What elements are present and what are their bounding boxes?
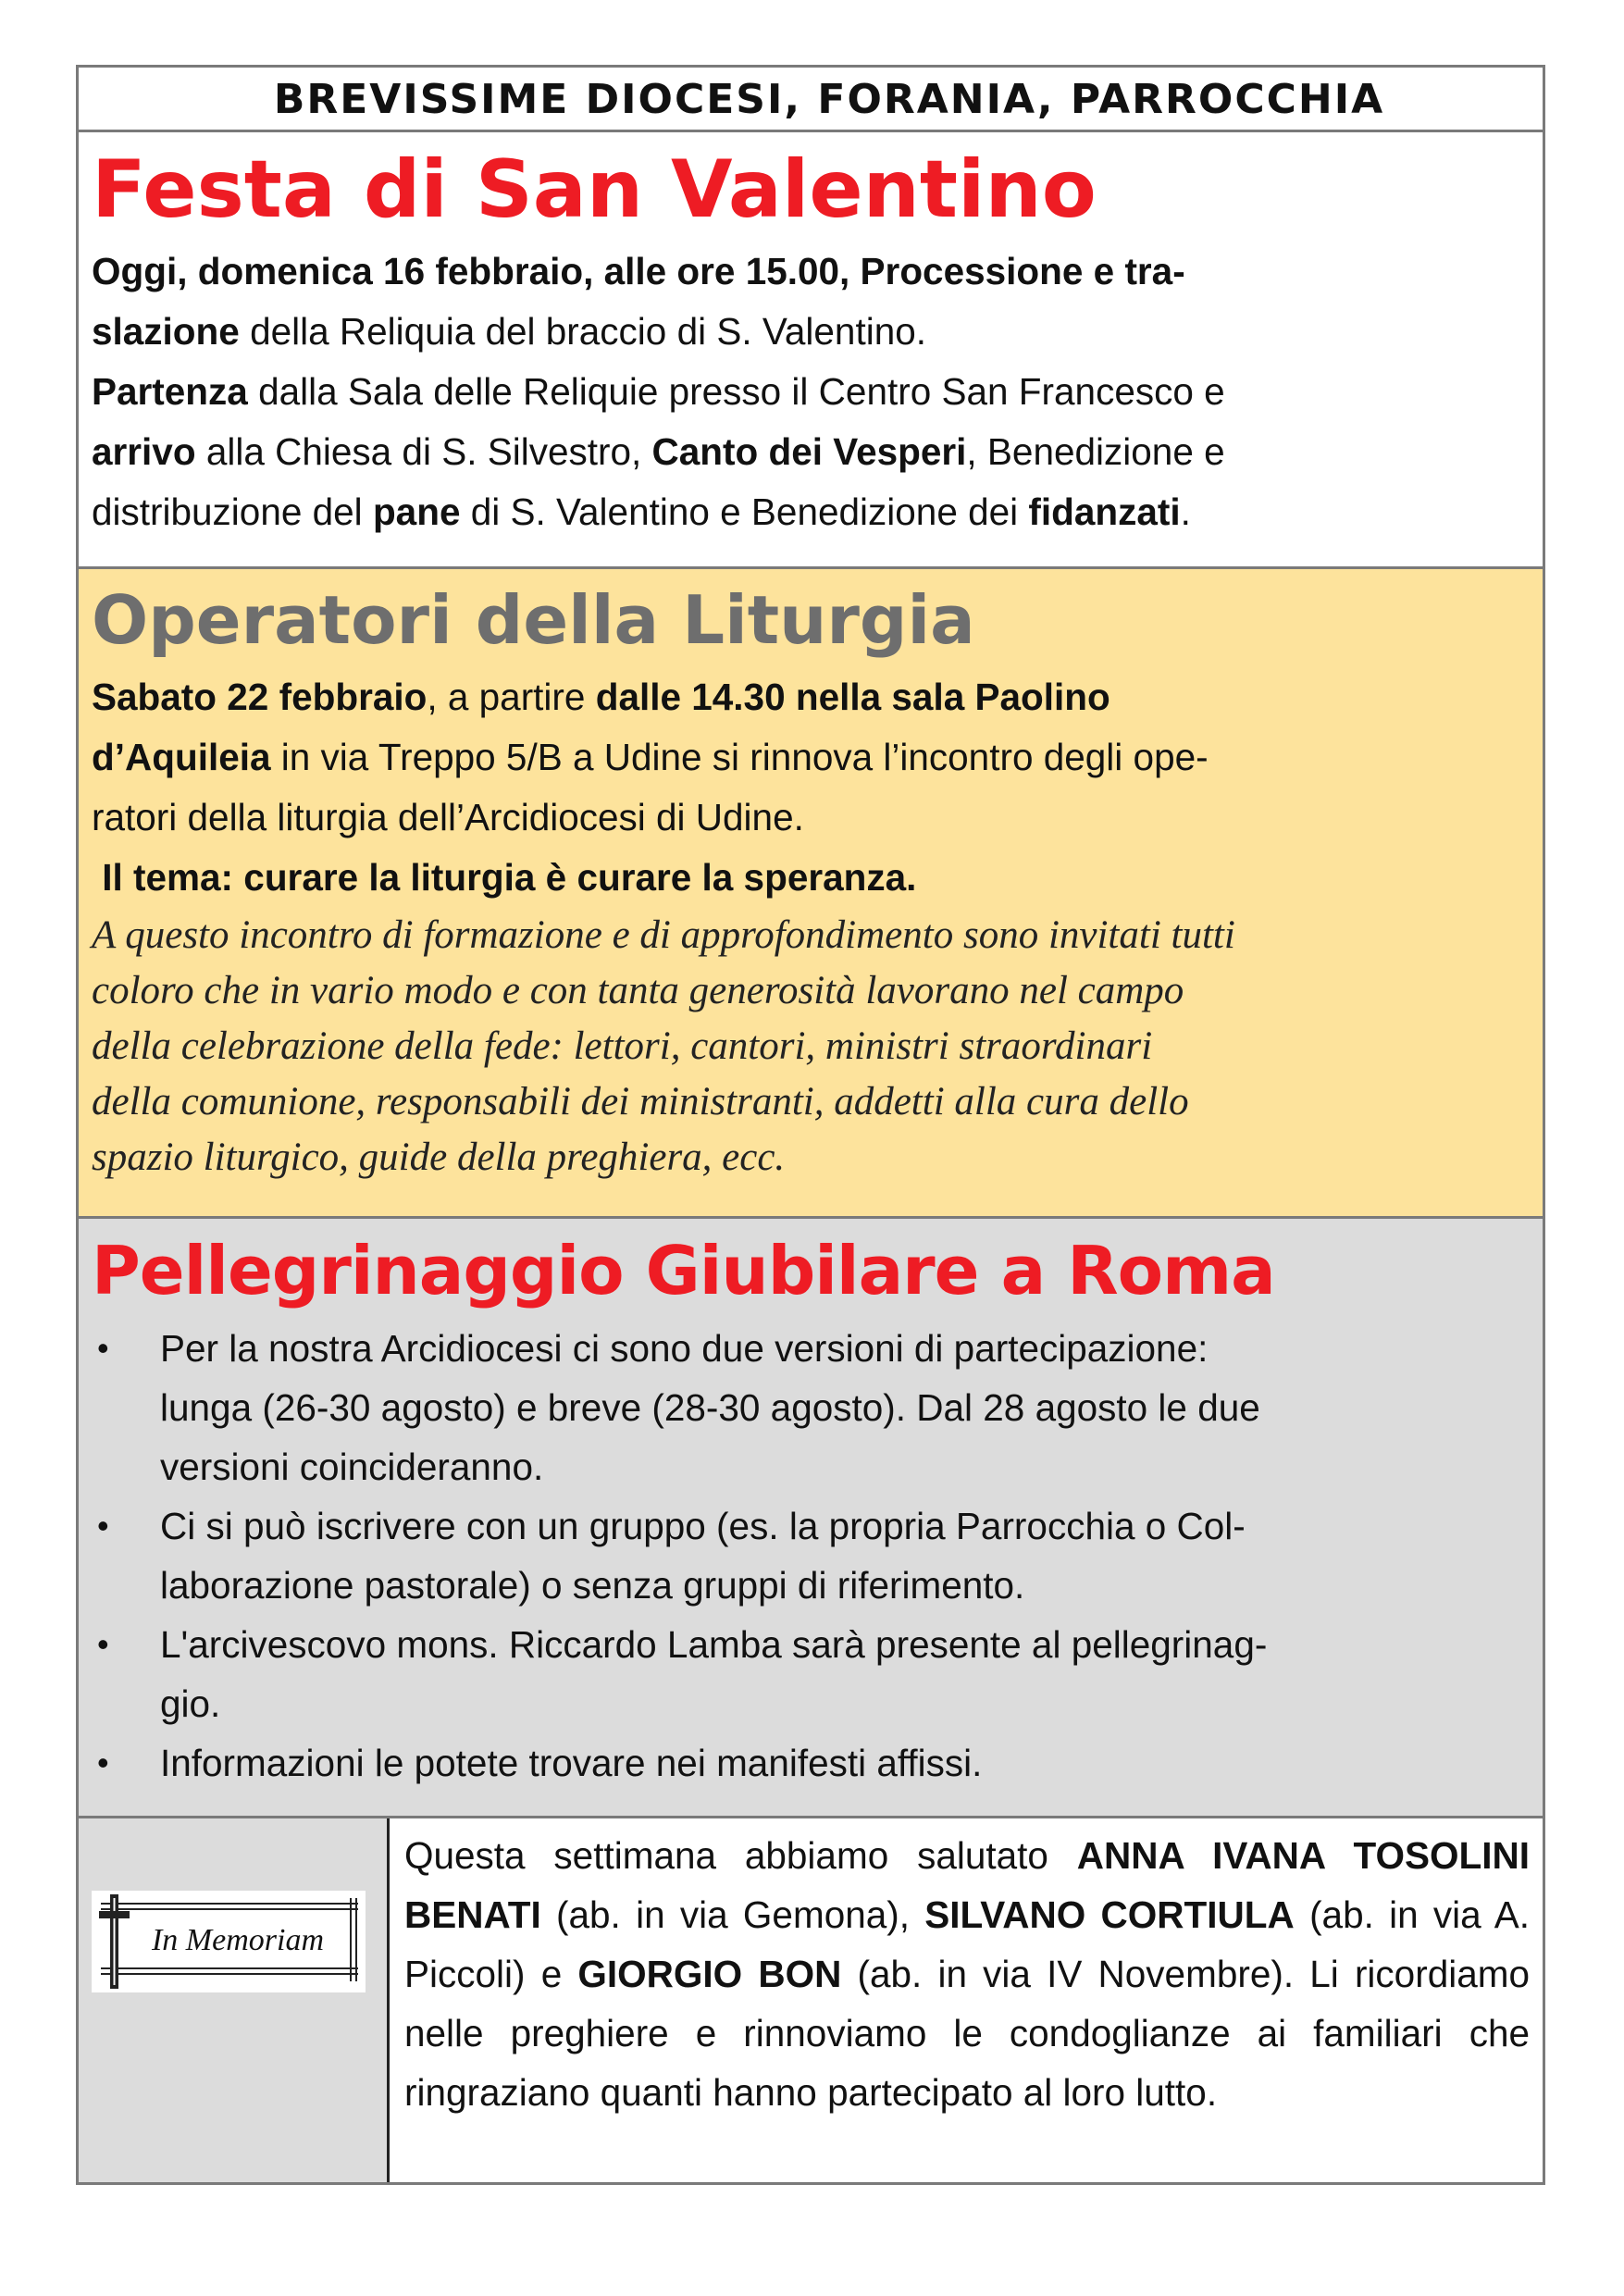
- line: Informazioni le potete trovare nei manifesti affissi.: [160, 1742, 983, 1784]
- section-liturgia: [79, 569, 1543, 1219]
- pellegrinaggio-title: Pellegrinaggio Giubilare a Roma: [92, 1232, 1275, 1309]
- list-item: [92, 1615, 1530, 1733]
- bold-text: pane: [372, 490, 461, 533]
- list-item: [92, 1733, 1530, 1793]
- line: gio.: [160, 1682, 221, 1725]
- bold-text: Il tema: curare la liturgia è curare la speranza.: [92, 856, 917, 899]
- bold-text: fidanzati: [1028, 490, 1181, 533]
- text: distribuzione del: [92, 490, 373, 533]
- text: in via Treppo 5/B a Udine si rinnova l’incontro degli ope-: [270, 736, 1209, 778]
- san-valentino-paragraph-2: [92, 362, 1530, 542]
- bold-text: d’Aquileia: [92, 736, 271, 778]
- liturgia-paragraph: [92, 667, 1530, 848]
- bold-text: SILVANO CORTIULA: [924, 1893, 1295, 1936]
- bold-text: arrivo: [92, 430, 196, 473]
- text: di S. Valentino e Benedizione dei: [460, 490, 1029, 533]
- text: alla Chiesa di S. Silvestro,: [195, 430, 652, 473]
- bold-text: Canto dei Vesperi: [651, 430, 967, 473]
- text: (ab. in via Gemona),: [540, 1893, 925, 1936]
- section-san-valentino: [79, 132, 1543, 569]
- logo-text: In Memoriam: [151, 1923, 325, 1957]
- liturgia-tema: [92, 848, 1530, 908]
- italic-line: della comunione, responsabili dei ministranti, addetti alla cura dello: [92, 1080, 1189, 1123]
- san-valentino-paragraph-1: [92, 242, 1530, 362]
- list-item: [92, 1496, 1530, 1615]
- italic-line: A questo incontro di formazione e di approfondimento sono invitati tutti: [92, 913, 1235, 957]
- text: della Reliquia del braccio di S. Valentino.: [239, 310, 927, 353]
- text: (ab. in via A. Piccoli) e: [404, 1893, 1531, 1995]
- memoriam-logo-cell: [79, 1818, 390, 2182]
- section-pellegrinaggio: [79, 1219, 1543, 1818]
- section-header: BREVISSIME DIOCESI, FORANIA, PARROCCHIA: [79, 68, 1543, 132]
- bold-text: ANNA IVANA TOSOLINI BENATI: [404, 1834, 1530, 1936]
- text: dalla Sala delle Reliquie presso il Centro San Francesco e: [247, 370, 1225, 413]
- text: Questa settimana abbiamo salutato: [404, 1834, 1077, 1877]
- text: , a partire: [427, 676, 596, 718]
- bulletin-frame: [76, 65, 1545, 2185]
- line: Per la nostra Arcidiocesi ci sono due versioni di partecipazione:: [160, 1327, 1209, 1370]
- text: .: [1180, 490, 1191, 533]
- line: Ci si può iscrivere con un gruppo (es. la propria Parrocchia o Col-: [160, 1505, 1246, 1547]
- italic-line: spazio liturgico, guide della preghiera, ecc.: [92, 1136, 786, 1179]
- italic-line: della celebrazione della fede: lettori, cantori, ministri straordinari: [92, 1024, 1153, 1068]
- italic-line: coloro che in vario modo e con tanta generosità lavorano nel campo: [92, 969, 1184, 1012]
- line: L'arcivescovo mons. Riccardo Lamba sarà presente al pellegrinag-: [160, 1623, 1268, 1666]
- cross-frame-icon: [92, 1891, 366, 1992]
- bold-text: Oggi, domenica 16 febbraio, alle ore 15.00, Processione e tra-: [92, 250, 1185, 292]
- bold-text: GIORGIO BON: [577, 1953, 842, 1995]
- line: laborazione pastorale) o senza gruppi di riferimento.: [160, 1564, 1025, 1607]
- san-valentino-title: Festa di San Valentino: [92, 143, 1097, 236]
- bold-text: slazione: [92, 310, 240, 353]
- in-memoriam-logo: [92, 1891, 366, 1992]
- text: (ab. in via IV Novembre). Li ricordiamo nelle preghiere e rinnoviamo le condoglianze ai familiari che ringraziano quanti hanno partecipato al loro lutto.: [404, 1953, 1531, 2114]
- bold-text: Partenza: [92, 370, 248, 413]
- text: , Benedizione e: [966, 430, 1225, 473]
- text: ratori della liturgia dell’Arcidiocesi di Udine.: [92, 796, 804, 838]
- bold-text: Sabato 22 febbraio: [92, 676, 428, 718]
- liturgia-title: Operatori della Liturgia: [92, 581, 975, 659]
- pellegrinaggio-list: [92, 1319, 1530, 1793]
- section-in-memoriam: [79, 1818, 1543, 2182]
- line: lunga (26-30 agosto) e breve (28-30 agosto). Dal 28 agosto le due: [160, 1386, 1260, 1429]
- bold-text: dalle 14.30 nella sala Paolino: [595, 676, 1110, 718]
- liturgia-italic-text: [92, 908, 1530, 1185]
- memoriam-text: [390, 1818, 1543, 2182]
- line: versioni coincideranno.: [160, 1446, 544, 1488]
- list-item: [92, 1319, 1530, 1496]
